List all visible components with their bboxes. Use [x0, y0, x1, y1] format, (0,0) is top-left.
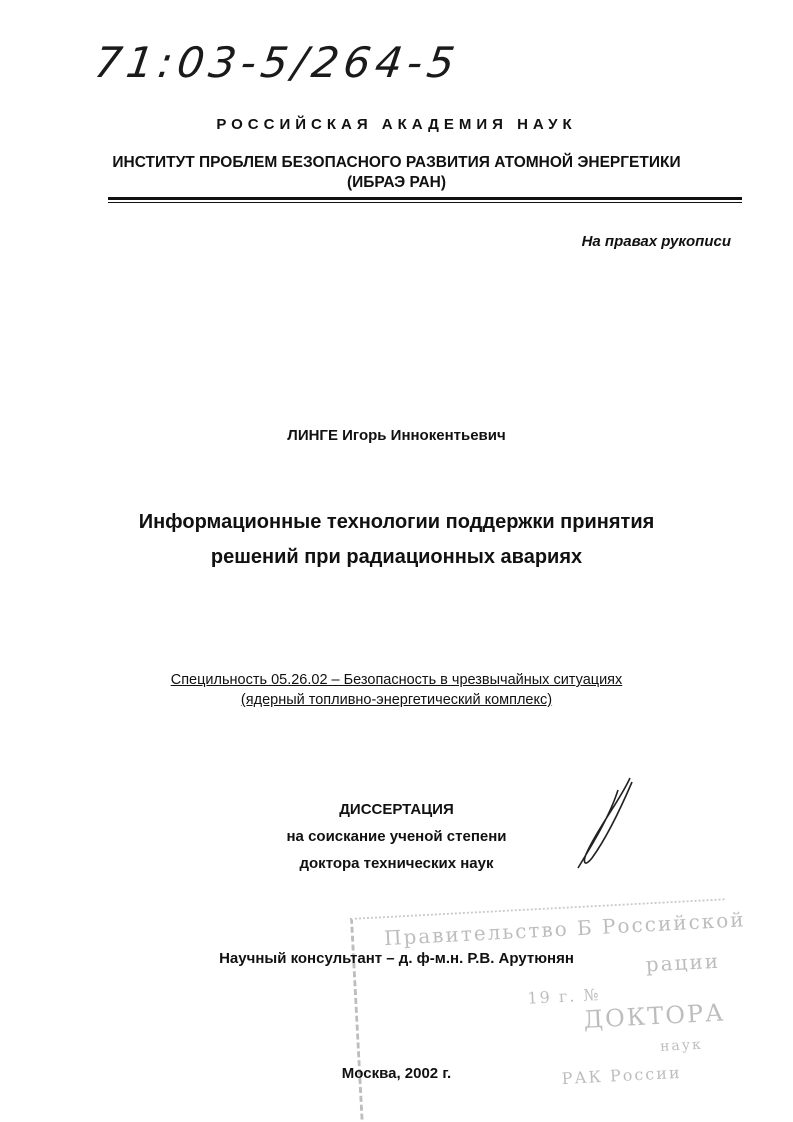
title-line2: решений при радиационных авариях [210, 546, 583, 568]
dissertation-block [0, 796, 793, 877]
title-line1: Информационные технологии поддержки принятия [138, 511, 655, 533]
dissertation-heading: ДИССЕРТАЦИЯ [339, 801, 454, 818]
archive-stamp [350, 898, 747, 1119]
institute-name-line1: ИНСТИТУТ ПРОБЛЕМ БЕЗОПАСНОГО РАЗВИТИЯ АТОМНОЙ ЭНЕРГЕТИКИ [112, 154, 681, 171]
degree-line1: на соискание ученой степени [286, 828, 507, 845]
academy-name: РОССИЙСКАЯ АКАДЕМИЯ НАУК [216, 116, 577, 133]
author-name: ЛИНГЕ Игорь Иннокентьевич [287, 427, 506, 444]
stamp-line1: Правительство Б Российской [383, 907, 747, 951]
degree-line2: доктора технических наук [299, 855, 494, 872]
stamp-line4: ДОКТОРА [582, 998, 726, 1034]
signature-icon [560, 770, 670, 880]
specialty [0, 670, 793, 710]
city-year: Москва, 2002 г. [341, 1065, 452, 1082]
stamp-line5: наук [659, 1036, 704, 1055]
header-divider-thin [108, 202, 742, 203]
institute-abbreviation: (ИБРАЭ РАН) [346, 174, 447, 191]
manuscript-rights-note: На правах рукописи [581, 233, 731, 250]
specialty-line1: Специльность 05.26.02 – Безопасность в чрезвычайных ситуациях [170, 672, 623, 688]
specialty-line2: (ядерный топливно-энергетический комплекс) [240, 692, 553, 708]
stamp-line6: РАК России [561, 1062, 683, 1089]
stamp-line3: 19 г. № [526, 984, 601, 1008]
institute-name [0, 153, 793, 193]
scientific-consultant: Научный консультант – д. ф-м.н. Р.В. Арутюнян [219, 950, 574, 967]
header-divider-thick [108, 197, 742, 200]
stamp-line2: рации [645, 948, 721, 977]
dissertation-title [0, 505, 793, 575]
handwritten-catalog-code: 71:03-5/264-5 [91, 38, 463, 87]
